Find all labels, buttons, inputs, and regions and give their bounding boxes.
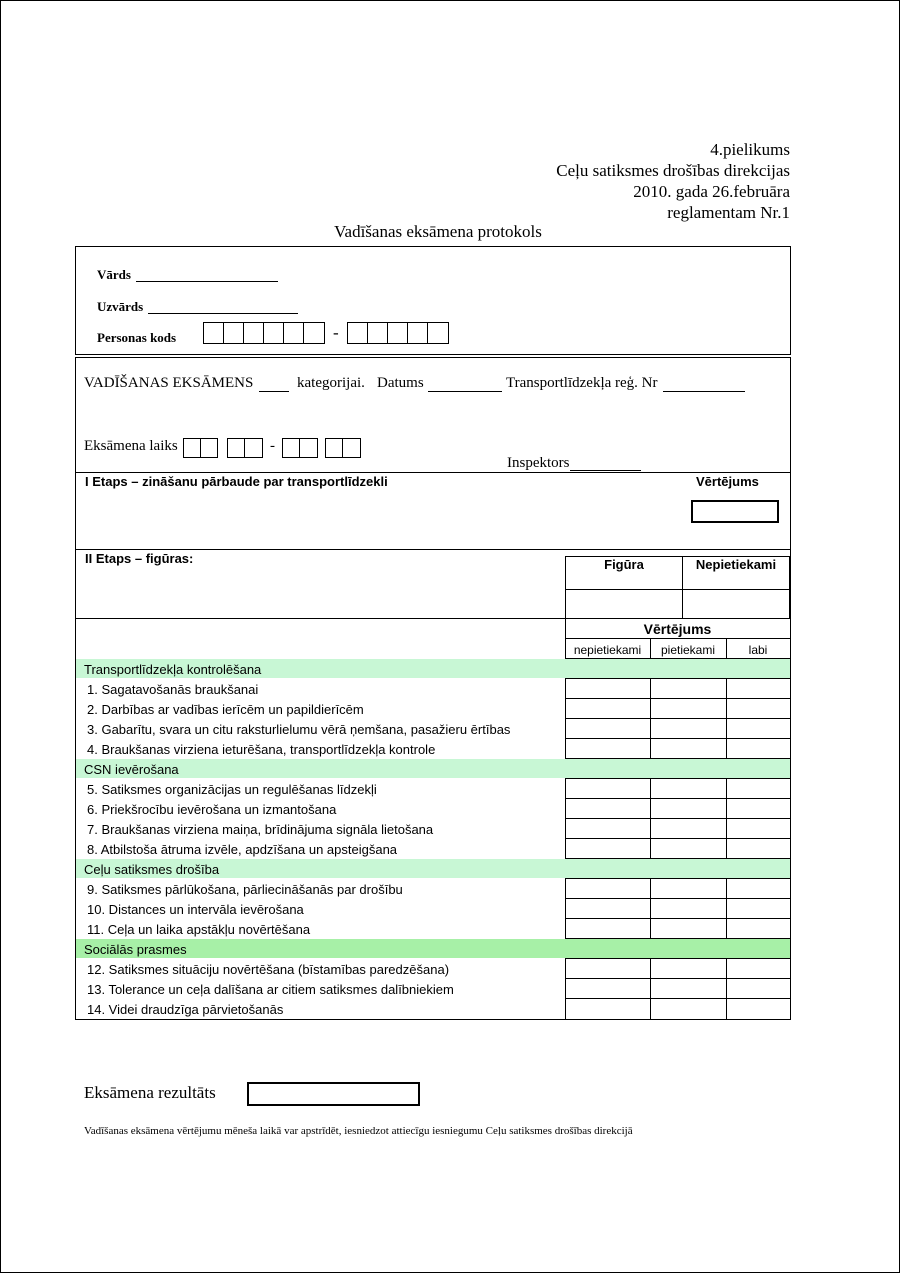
criterion-item: 2. Darbības ar vadības ierīcēm un papildierīcēm — [87, 702, 364, 717]
category-label-traffic-rules: CSN ievērošana — [84, 762, 179, 777]
date-field[interactable] — [428, 391, 502, 392]
eval-grid-line — [565, 918, 791, 919]
time-digit-box[interactable] — [282, 438, 300, 458]
time-digit-box[interactable] — [342, 438, 361, 458]
personal-id-dash: - — [333, 323, 339, 342]
eval-grid-line — [565, 738, 791, 739]
criterion-item: 13. Tolerance un ceļa dalīšana ar citiem satiksmes dalībniekiem — [87, 982, 454, 997]
id-digit-box[interactable] — [427, 322, 449, 344]
header-line-3: 2010. gada 26.februāra — [633, 182, 790, 201]
eval-col-border-1 — [650, 638, 651, 1020]
id-digit-box[interactable] — [367, 322, 388, 344]
figure-column-label: Figūra — [604, 557, 644, 572]
eval-grid-line — [565, 878, 791, 879]
id-digit-box[interactable] — [303, 322, 325, 344]
time-digit-box[interactable] — [183, 438, 201, 458]
eval-grid-line — [565, 678, 791, 679]
surname-label: Uzvārds — [97, 299, 144, 314]
header-line-2: Ceļu satiksmes drošības direkcijas — [556, 161, 790, 180]
stage1-score-box[interactable] — [691, 500, 779, 523]
eval-col-sufficient: pietiekami — [660, 643, 716, 657]
criterion-item: 8. Atbilstoša ātruma izvēle, apdzīšana un apsteigšana — [87, 842, 398, 857]
id-digit-box[interactable] — [263, 322, 284, 344]
eval-grid-line — [565, 658, 791, 659]
eval-grid-line — [565, 838, 791, 839]
result-column-label: Nepietiekami — [695, 557, 777, 572]
eval-grid-line — [565, 718, 791, 719]
eval-grid-line — [565, 858, 791, 859]
eval-header-line — [565, 638, 791, 639]
inspector-field[interactable] — [570, 470, 641, 471]
evaluation-divider — [75, 618, 791, 619]
inspector-label: Inspektors — [507, 455, 570, 471]
document-title: Vadīšanas eksāmena protokols — [334, 222, 542, 241]
surname-field[interactable] — [148, 313, 298, 314]
criterion-item: 6. Priekšrocību ievērošana un izmantošana — [87, 802, 337, 817]
eval-grid-line — [565, 978, 791, 979]
criterion-item: 5. Satiksmes organizācijas un regulēšanas līdzekļi — [87, 782, 377, 797]
eval-grid-line — [565, 958, 791, 959]
time-digit-box[interactable] — [200, 438, 218, 458]
eval-grid-line — [565, 778, 791, 779]
category-band — [76, 759, 790, 778]
stage2-title: II Etaps – figūras: — [85, 551, 194, 566]
criterion-item: 4. Braukšanas virziena ieturēšana, transportlīdzekļa kontrole — [87, 742, 436, 757]
eval-col-good: labi — [748, 643, 768, 657]
id-digit-box[interactable] — [223, 322, 244, 344]
id-digit-box[interactable] — [407, 322, 428, 344]
evaluation-title: Vērtējums — [643, 621, 712, 637]
criterion-item: 1. Sagatavošanās braukšanai — [87, 682, 259, 697]
id-digit-box[interactable] — [283, 322, 304, 344]
exam-label: VADĪŠANAS EKSĀMENS — [84, 375, 254, 391]
eval-grid-line — [565, 998, 791, 999]
id-digit-box[interactable] — [387, 322, 408, 344]
name-field[interactable] — [136, 281, 278, 282]
time-digit-box[interactable] — [244, 438, 263, 458]
id-digit-box[interactable] — [203, 322, 224, 344]
eval-col-border-2 — [726, 638, 727, 1020]
criterion-item: 3. Gabarītu, svara un citu raksturlielumu vērā ņemšana, pasažieru ērtības — [87, 722, 511, 737]
criterion-item: 9. Satiksmes pārlūkošana, pārliecināšanās par drošību — [87, 882, 403, 897]
eval-grid-line — [565, 798, 791, 799]
id-digit-box[interactable] — [347, 322, 368, 344]
stage2-divider — [75, 549, 791, 550]
time-digit-box[interactable] — [227, 438, 245, 458]
date-label: Datums — [377, 375, 424, 391]
eval-grid-line — [565, 698, 791, 699]
exam-time-label: Eksāmena laiks — [84, 438, 178, 454]
footnote: Vadīšanas eksāmena vērtējumu mēneša laikā var apstrīdēt, iesniedzot attiecīgu iesniegumu Ceļu satiksmes drošības direkcijā — [84, 1125, 633, 1137]
stage1-title: I Etaps – zināšanu pārbaude par transportlīdzekli — [85, 474, 388, 489]
exam-result-label: Eksāmena rezultāts — [84, 1083, 216, 1102]
eval-grid-line — [565, 818, 791, 819]
time-digit-box[interactable] — [325, 438, 343, 458]
category-label: kategorijai. — [297, 375, 365, 391]
stage1-divider — [75, 472, 791, 473]
category-label-vehicle-control: Transportlīdzekļa kontrolēšana — [84, 662, 262, 677]
criterion-item: 12. Satiksmes situāciju novērtēšana (bīstamības paredzēšana) — [87, 962, 450, 977]
category-label-social-skills: Sociālās prasmes — [84, 942, 187, 957]
criterion-item: 10. Distances un intervāla ievērošana — [87, 902, 304, 917]
document-header — [556, 139, 790, 223]
header-line-4: reglamentam Nr.1 — [667, 203, 790, 222]
stage1-score-label: Vērtējums — [696, 474, 759, 489]
criterion-item: 7. Braukšanas virziena maiņa, brīdinājuma signāla lietošana — [87, 822, 434, 837]
personal-id-label: Personas kods — [97, 330, 177, 345]
vehicle-reg-label: Transportlīdzekļa reģ. Nr — [506, 375, 658, 391]
vehicle-reg-field[interactable] — [663, 391, 745, 392]
result-input-cell[interactable] — [682, 589, 790, 619]
eval-grid-line — [565, 758, 791, 759]
id-digit-box[interactable] — [243, 322, 264, 344]
criterion-item: 14. Videi draudzīga pārvietošanās — [87, 1002, 284, 1017]
header-line-1: 4.pielikums — [710, 140, 790, 159]
category-label-road-safety: Ceļu satiksmes drošība — [84, 862, 220, 877]
eval-grid-line — [565, 898, 791, 899]
criterion-item: 11. Ceļa un laika apstākļu novērtēšana — [87, 922, 311, 937]
time-digit-box[interactable] — [299, 438, 318, 458]
eval-col-insufficient: nepietiekami — [573, 643, 642, 657]
exam-result-box[interactable] — [247, 1082, 420, 1106]
exam-time-dash: - — [270, 438, 275, 454]
category-field[interactable] — [259, 391, 289, 392]
figure-input-cell[interactable] — [565, 589, 683, 619]
eval-grid-line — [565, 938, 791, 939]
name-label: Vārds — [97, 267, 131, 282]
